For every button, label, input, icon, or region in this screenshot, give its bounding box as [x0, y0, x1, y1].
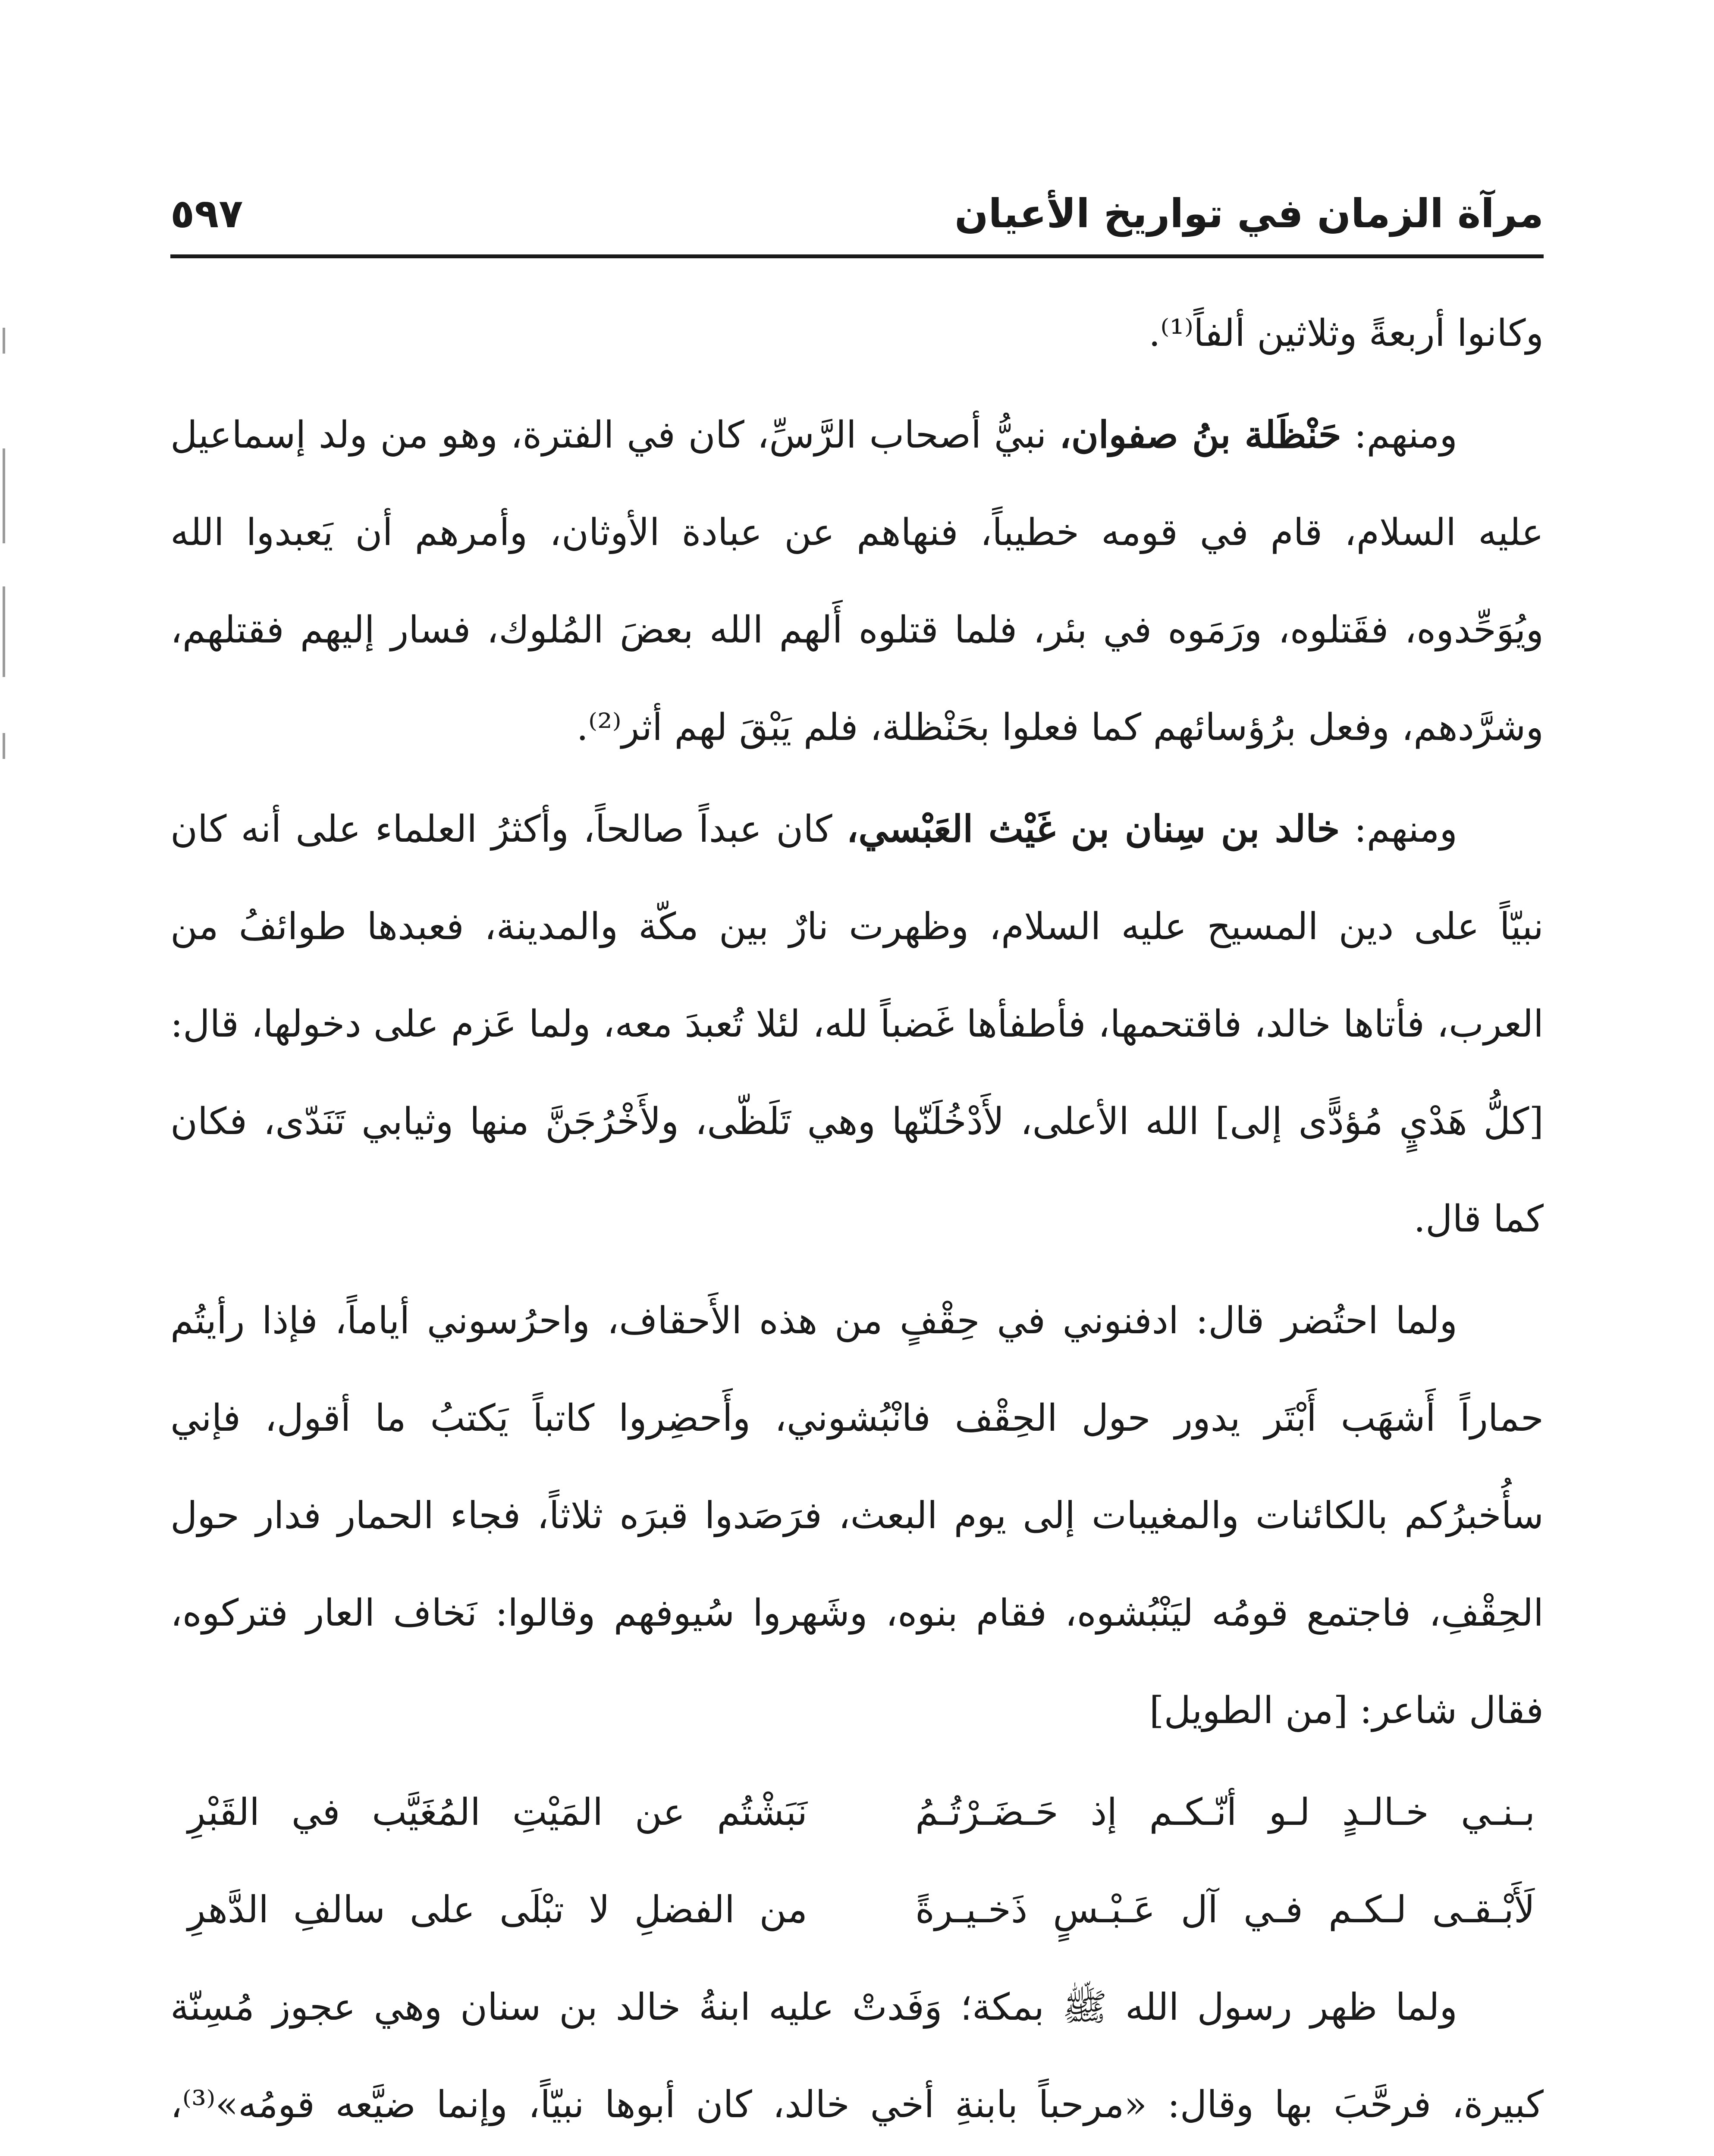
running-title: مرآة الزمان في تواريخ الأعيان: [954, 190, 1544, 237]
person-name: حَنْظَلة بنُ صفوان،: [1059, 413, 1341, 457]
page-number: ٥٩٧: [170, 190, 243, 237]
paragraph: [170, 386, 1544, 776]
verse-second-half: من الفضلِ لا تبْلَى على سالفِ الدَّهرِ: [188, 1888, 808, 1931]
main-text: [170, 285, 1544, 2156]
scan-mark: [3, 448, 5, 543]
verse-first-half: بـنـي خـالـدٍ لـو أنّـكـم إذ حَـضَـرْتُـمُ: [915, 1791, 1535, 1834]
poem-verse: [170, 1764, 1544, 1861]
paragraph: [170, 780, 1544, 1268]
scan-mark: [3, 328, 5, 354]
verse-second-half: نَبَشْتُم عن المَيْتِ المُغَيَّب في القَبْرِ: [188, 1791, 808, 1834]
paragraph-lead: ومنهم:: [1340, 808, 1457, 851]
paragraph-lead: ومنهم:: [1341, 414, 1457, 457]
scan-mark: [3, 586, 5, 677]
paragraph: ولما احتُضر قال: ادفنوني في حِقْفٍ من هذه الأَحقاف، واحرُسوني أياماً، فإذا رأيتُم حماراً أَشهَب أَبْتَر يدور حول الحِقْف فانْبُشوني، وأَحضِروا كاتباً يَكتبُ ما أقول، فإني سأُخبرُكم بالكائنات والمغيبات إلى يوم البعث، فرَصَدوا قبرَه ثلاثاً، فجاء الحمار فدار حول الحِقْفِ، فاجتمع قومُه ليَنْبُشوه، فقام بنوه، وشَهروا سُيوفهم وقالوا: نَخاف العار فتركوه، فقال شاعر: [من الطويل]: [170, 1299, 1544, 1732]
person-name: خالد بن سِنان بن غَيْث العَبْسي،: [846, 807, 1340, 851]
paragraph: وكانوا أربعةً وثلاثين ألفاً⁽¹⁾.: [1149, 312, 1544, 355]
page-header: [170, 172, 1544, 258]
paragraph-text: كان عبداً صالحاً، وأكثرُ العلماء على أنه كان نبيّاً على دين المسيح عليه السلام، وظهرت نارٌ بين مكّة والمدينة، فعبدها طوائفُ من العرب، فأتاها خالد، فاقتحمها، فأطفأها غَضباً لله، لئلا تُعبدَ معه، ولما عَزم على دخولها، قال: [كلُّ هَدْيٍ مُؤدًّى إلى] الله الأعلى، لأَدْخُلَنّها وهي تَلَظّى، ولأَخْرُجَنَّ منها وثيابي تَنَدّى، فكان كما قال.: [170, 808, 1544, 1241]
verse-first-half: لَأَبْـقـى لـكـم فـي آل عَـبْـسٍ ذَخـيـرةً: [915, 1888, 1535, 1931]
paragraph-text: نبيُّ أصحاب الرَّسِّ، كان في الفترة، وهو من ولد إسماعيل عليه السلام، قام في قومه خطيباً، فنهاهم عن عبادة الأوثان، وأمرهم أن يَعبدوا الله ويُوَحِّدوه، فقَتلوه، ورَمَوه في بئر، فلما قتلوه أَلهم الله بعضَ المُلوك، فسار إليهم فقتلهم، وشرَّدهم، وفعل برُؤسائهم كما فعلوا بحَنْظلة، فلم يَبْقَ لهم أثر⁽²⁾.: [170, 414, 1544, 749]
poem-verse: [170, 1861, 1544, 1959]
paragraph: ولما ظهر رسول الله ﷺ بمكة؛ وَفَدتْ عليه ابنةُ خالد بن سنان وهي عجوز مُسِنّة كبيرة، فرحَّبَ بها وقال: «مرحباً بابنةِ أخي خالد، كان أبوها نبيّاً، وإنما ضيَّعه قومُه»⁽³⁾،: [170, 1986, 1544, 2126]
scan-mark: [3, 733, 5, 759]
